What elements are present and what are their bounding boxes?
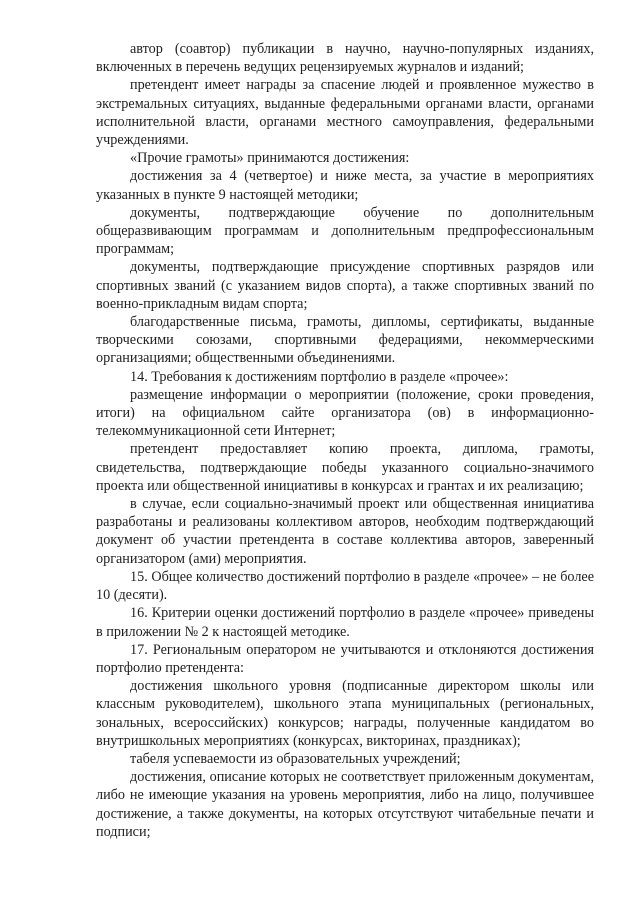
paragraph-rescue-awards: претендент имеет награды за спасение людей и проявленное мужество в экстремальных ситуациях, выданные федеральными органами власти, органами исполнительной власти, органами местного самоуправления, федеральными учреждениями. [96,77,594,149]
paragraph-additional-education: документы, подтверждающие обучение по дополнительным общеразвивающим программам и дополнительным предпрофессиональным программам; [96,204,594,258]
paragraph-sports-ranks: документы, подтверждающие присуждение спортивных разрядов или спортивных званий (с указанием видов спорта), а также спортивных званий по военно-прикладным видам спорта; [96,259,594,312]
paragraph-section-16: 16. Критерии оценки достижений портфолио в разделе «прочее» приведены в приложении № 2 к настоящей методике. [96,605,594,640]
paragraph-report-cards: табеля успеваемости из образовательных учреждений; [130,750,461,767]
paragraph-section-14: 14. Требования к достижениям портфолио в разделе «прочее»: [130,368,509,385]
paragraph-fourth-place: достижения за 4 (четвертое) и ниже места, за участие в мероприятиях указанных в пункте 9 настоящей методики; [96,168,594,203]
document-body [96,40,594,841]
paragraph-event-info: размещение информации о мероприятии (положение, сроки проведения, итоги) на официальном сайте организатора (ов) в информационно-телекоммуникационной сети Интернет; [96,386,594,440]
paragraph-other-certificates-intro: «Прочие грамоты» принимаются достижения: [130,150,410,167]
paragraph-collective-authors: в случае, если социально-значимый проект или общественная инициатива разработаны и реализованы коллективом авторов, необходим подтверждающий документ об участии претендента в составе коллектива авторов, заверенный организатором (ами) мероприятия. [96,496,594,567]
paragraph-school-level: достижения школьного уровня (подписанные директором школы или классным руководителем), школьного этапа муниципальных (региональных, зональных, всероссийских) конкурсов; награды, полученные кандидатом во внутришкольных мероприятиях (конкурсах, викторинах, праздниках); [96,678,594,749]
paragraph-section-15: 15. Общее количество достижений портфолио в разделе «прочее» – не более 10 (десяти). [96,568,594,604]
paragraph-author-publications: автор (соавтор) публикации в научно, научно-популярных изданиях, включенных в перечень ведущих рецензируемых журналов и изданий; [96,41,594,76]
paragraph-section-17: 17. Региональным оператором не учитываются и отклоняются достижения портфолио претендента: [96,641,594,676]
paragraph-project-copy: претендент предоставляет копию проекта, диплома, грамоты, свидетельства, подтверждающие победы указанного социально-значимого проекта или общественной инициативы в конкурсах и грантах и их реализацию; [96,441,594,494]
paragraph-mismatched-docs: достижения, описание которых не соответствует приложенным документам, либо не имеющие указания на уровень мероприятия, либо на лицо, получившее достижение, а также документы, на которых отсутствуют читабельные печати и подписи; [96,769,594,840]
paragraph-thank-you-letters: благодарственные письма, грамоты, дипломы, сертификаты, выданные творческими союзами, спортивными федерациями, некоммерческими организациями; общественными объединениями. [96,314,594,367]
